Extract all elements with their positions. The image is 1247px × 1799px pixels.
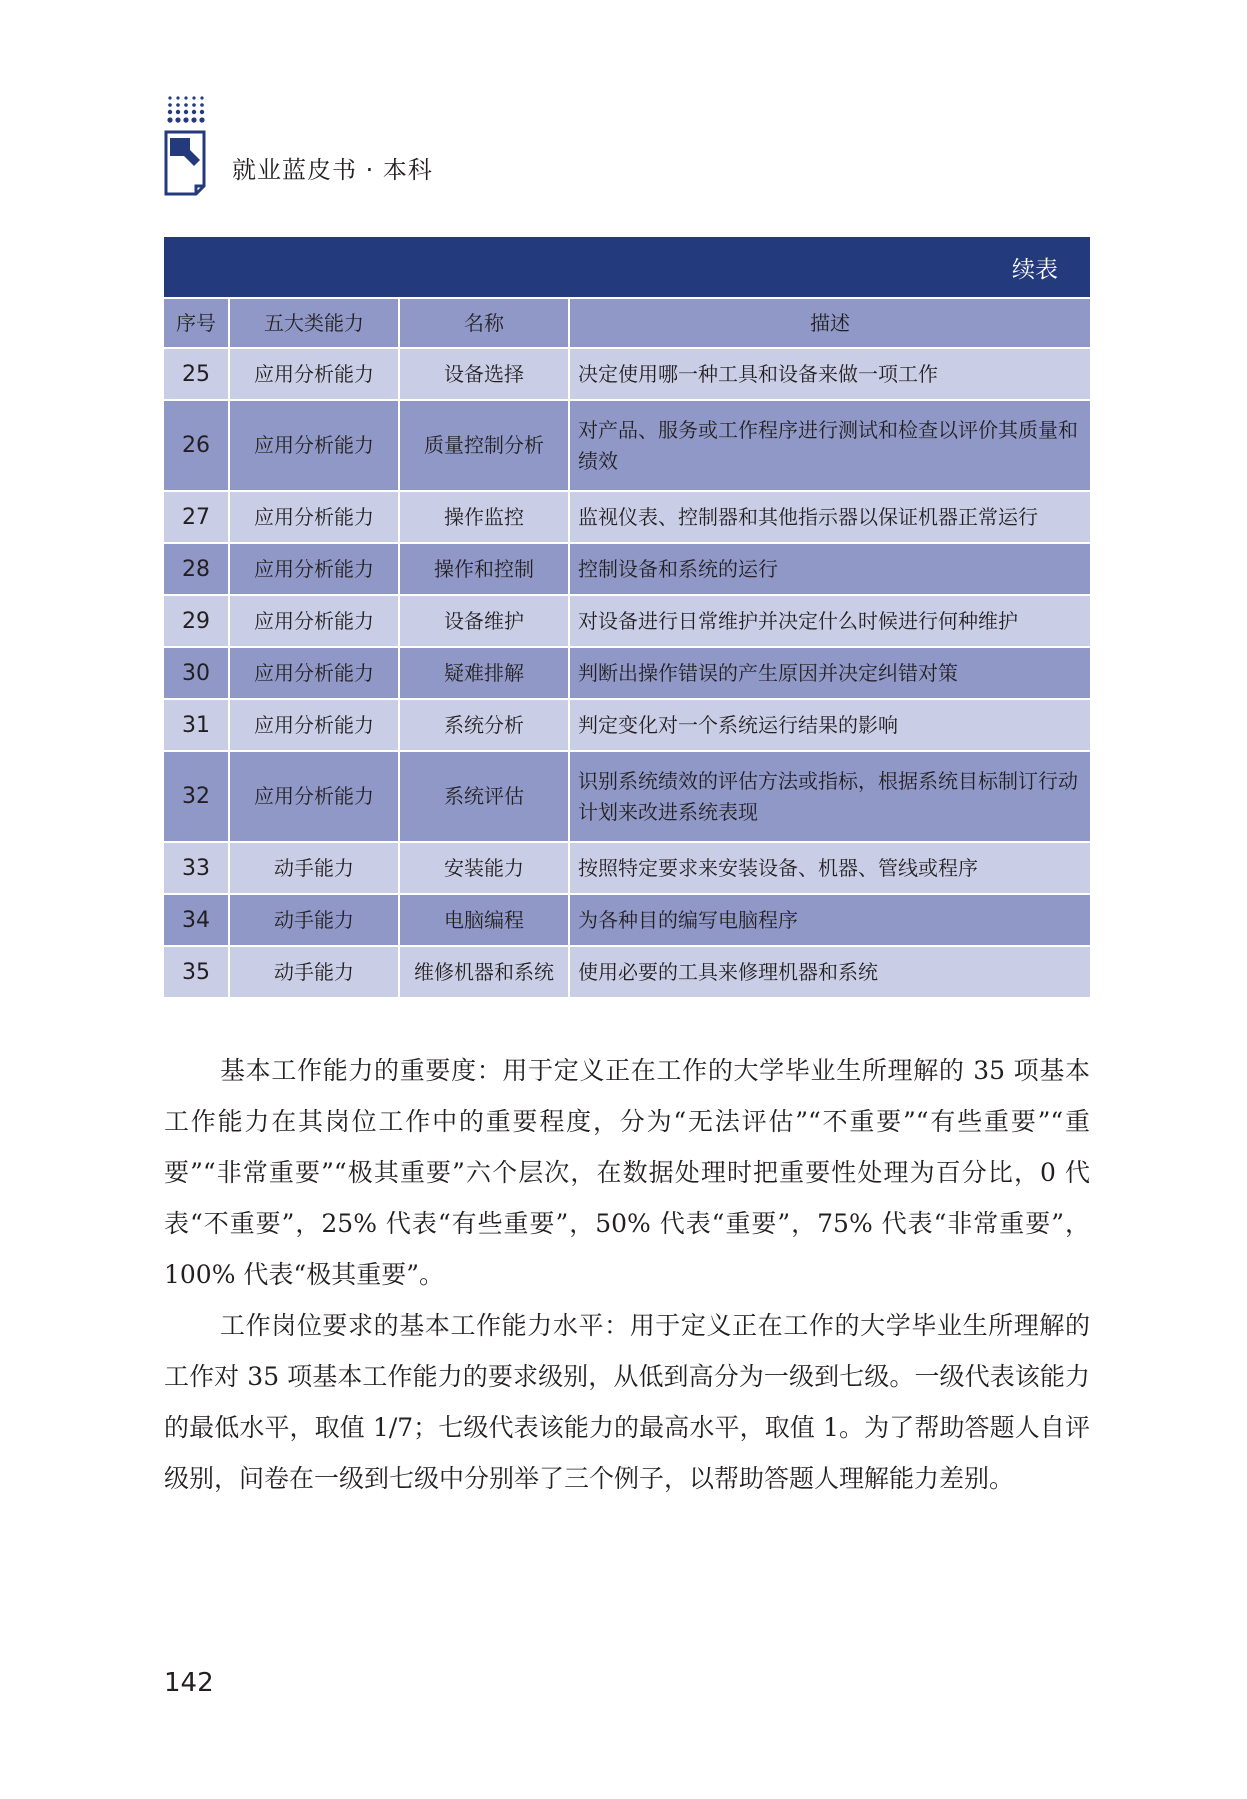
row-number: 27	[182, 504, 210, 530]
row-number: 29	[182, 608, 210, 634]
row-number: 30	[182, 660, 210, 686]
row-name: 质量控制分析	[398, 401, 568, 490]
row-name: 设备维护	[398, 596, 568, 646]
table-row	[164, 347, 1090, 399]
paragraph-level: 工作岗位要求的基本工作能力水平：用于定义正在工作的大学毕业生所理解的工作对 35 项基本工作能力的要求级别，从低到高分为一级到七级。一级代表该能力的最低水平，取值 1/7；七级代表该能力的最高水平，取值 1。为了帮助答题人自评级别，问卷在一级到七级中分别举了三个例子，以帮助答题人理解能力差别。	[164, 1311, 1090, 1493]
row-category: 应用分析能力	[228, 401, 398, 490]
row-description: 对产品、服务或工作程序进行测试和检查以评价其质量和绩效	[568, 401, 1090, 490]
row-number: 26	[182, 433, 210, 458]
row-name: 维修机器和系统	[398, 947, 568, 997]
row-description: 为各种目的编写电脑程序	[568, 895, 1090, 945]
column-header-desc: 描述	[568, 299, 1090, 347]
row-description: 按照特定要求来安装设备、机器、管线或程序	[568, 843, 1090, 893]
table-row	[164, 646, 1090, 698]
page-number: 142	[164, 1668, 214, 1698]
body-text	[164, 1045, 1090, 1504]
ability-table	[164, 237, 1090, 997]
row-number: 25	[182, 361, 210, 387]
table-row	[164, 750, 1090, 841]
row-description: 判断出操作错误的产生原因并决定纠错对策	[568, 648, 1090, 698]
row-name: 系统分析	[398, 700, 568, 750]
row-name: 操作监控	[398, 492, 568, 542]
row-description: 判定变化对一个系统运行结果的影响	[568, 700, 1090, 750]
table-row	[164, 490, 1090, 542]
running-header-title: 就业蓝皮书 · 本科	[232, 156, 433, 184]
row-category: 应用分析能力	[228, 700, 398, 750]
row-number: 31	[182, 712, 210, 738]
row-category: 应用分析能力	[228, 648, 398, 698]
table-row	[164, 893, 1090, 945]
row-description: 识别系统绩效的评估方法或指标，根据系统目标制订行动计划来改进系统表现	[568, 752, 1090, 841]
row-category: 动手能力	[228, 895, 398, 945]
table-caption: 续表	[1012, 256, 1058, 283]
row-category: 动手能力	[228, 843, 398, 893]
table-row	[164, 399, 1090, 490]
row-category: 应用分析能力	[228, 349, 398, 399]
paragraph-importance: 基本工作能力的重要度：用于定义正在工作的大学毕业生所理解的 35 项基本工作能力在其岗位工作中的重要程度，分为“无法评估”“不重要”“有些重要”“重要”“非常重要”“极其重要”六个层次，在数据处理时把重要性处理为百分比，0 代表“不重要”，25% 代表“有些重要”，50% 代表“重要”，75% 代表“非常重要”，100% 代表“极其重要”。	[164, 1056, 1090, 1289]
row-description: 监视仪表、控制器和其他指示器以保证机器正常运行	[568, 492, 1090, 542]
row-description: 控制设备和系统的运行	[568, 544, 1090, 594]
table-row	[164, 542, 1090, 594]
row-description: 使用必要的工具来修理机器和系统	[568, 947, 1090, 997]
row-number: 34	[182, 907, 210, 933]
column-header-name: 名称	[398, 299, 568, 347]
row-number: 32	[182, 784, 210, 809]
table-row	[164, 945, 1090, 997]
row-number: 28	[182, 556, 210, 582]
row-name: 操作和控制	[398, 544, 568, 594]
table-row	[164, 594, 1090, 646]
book-corner-logo-icon	[160, 92, 210, 202]
table-row	[164, 698, 1090, 750]
row-name: 安装能力	[398, 843, 568, 893]
column-header-no: 序号	[176, 310, 216, 335]
table-header-row	[164, 297, 1090, 347]
row-name: 疑难排解	[398, 648, 568, 698]
row-description: 对设备进行日常维护并决定什么时候进行何种维护	[568, 596, 1090, 646]
row-category: 应用分析能力	[228, 492, 398, 542]
row-description: 决定使用哪一种工具和设备来做一项工作	[568, 349, 1090, 399]
row-category: 应用分析能力	[228, 596, 398, 646]
table-row	[164, 841, 1090, 893]
row-name: 系统评估	[398, 752, 568, 841]
row-number: 35	[182, 959, 210, 985]
row-name: 设备选择	[398, 349, 568, 399]
row-category: 应用分析能力	[228, 752, 398, 841]
row-category: 应用分析能力	[228, 544, 398, 594]
table-caption-bar	[164, 237, 1090, 297]
row-name: 电脑编程	[398, 895, 568, 945]
row-number: 33	[182, 855, 210, 881]
column-header-category: 五大类能力	[228, 299, 398, 347]
row-category: 动手能力	[228, 947, 398, 997]
